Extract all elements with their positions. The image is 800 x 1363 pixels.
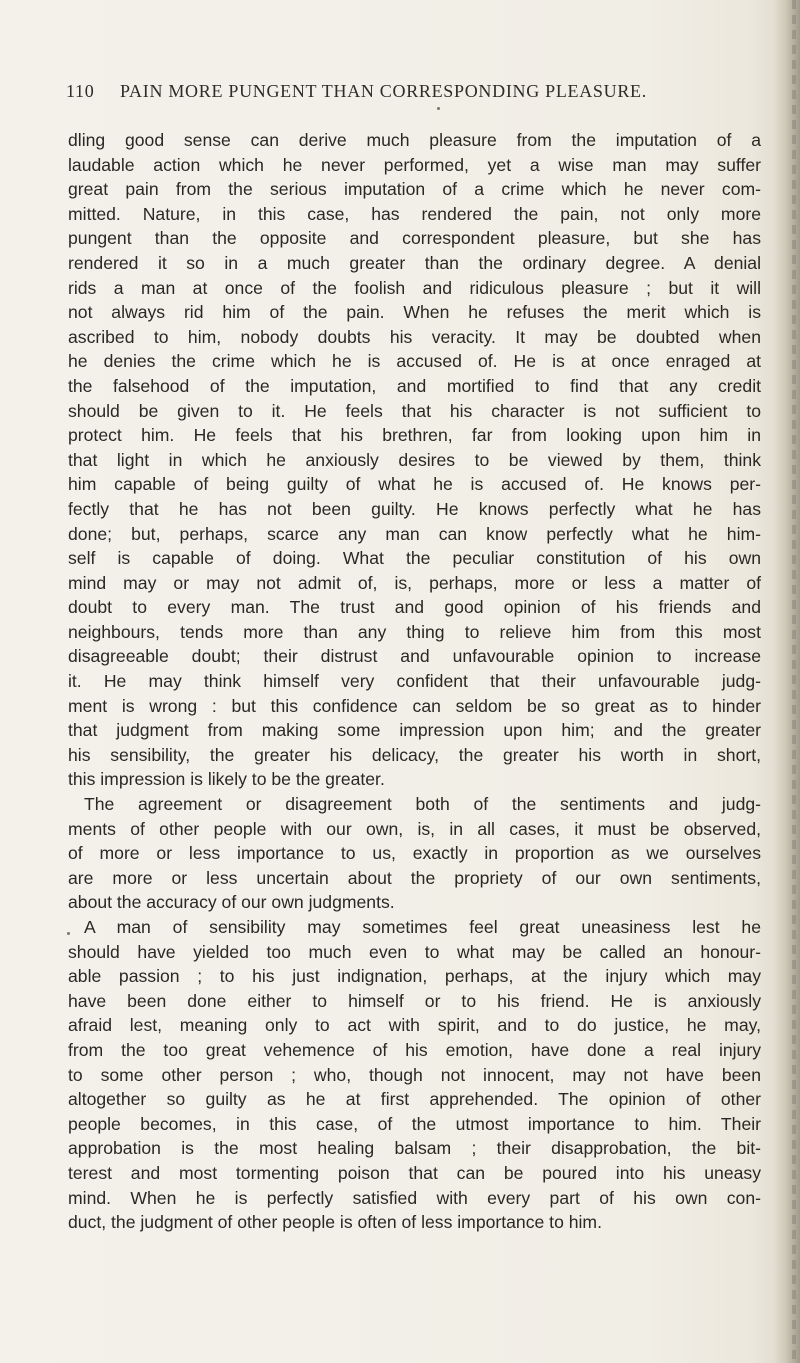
text-line: rendered it so in a much greater than the ordinary degree. A denial	[68, 252, 761, 273]
text-line: rids a man at once of the foolish and ridiculous pleasure ; but it will	[68, 277, 761, 298]
text-line: altogether so guilty as he at first apprehended. The opinion of other	[68, 1089, 761, 1110]
text-line: his sensibility, the greater his delicacy, the greater his worth in short,	[68, 744, 761, 765]
page-binding-edge	[774, 0, 800, 1363]
paragraph-first-line: The agreement or disagreement both of the sentiments and judg-	[84, 794, 761, 815]
text-line: not always rid him of the pain. When he refuses the merit which is	[68, 302, 761, 323]
text-line: to some other person ; who, though not innocent, may not have been	[68, 1064, 761, 1085]
text-line: doubt to every man. The trust and good opinion of his friends and	[68, 597, 761, 618]
text-line: ascribed to him, nobody doubts his veracity. It may be doubted when	[68, 326, 761, 347]
page-number: 110	[66, 81, 95, 101]
text-line: self is capable of doing. What the peculiar constitution of his own	[68, 548, 761, 569]
body-text	[68, 128, 761, 1235]
text-line: ment is wrong : but this confidence can seldom be so great as to hinder	[68, 695, 761, 716]
text-line: great pain from the serious imputation of a crime which he never com-	[68, 179, 761, 200]
text-line: him capable of being guilty of what he is accused of. He knows per-	[68, 474, 761, 495]
text-line: that light in which he anxiously desires to be viewed by them, think	[68, 449, 761, 470]
text-line: the falsehood of the imputation, and mortified to find that any credit	[68, 375, 761, 396]
text-line: should have yielded too much even to what may be called an honour-	[68, 941, 761, 962]
text-line: have been done either to himself or to his friend. He is anxiously	[68, 990, 761, 1011]
text-line: people becomes, in this case, of the utmost importance to him. Their	[68, 1113, 761, 1134]
text-line: that judgment from making some impression upon him; and the greater	[68, 720, 761, 741]
running-title: PAIN MORE PUNGENT THAN CORRESPONDING PLEASURE.	[120, 81, 647, 101]
text-line: he denies the crime which he is accused of. He is at once enraged at	[68, 351, 761, 372]
text-line: it. He may think himself very confident that their unfavourable judg-	[68, 671, 761, 692]
text-line: from the too great vehemence of his emotion, have done a real injury	[68, 1039, 761, 1060]
text-line: of more or less importance to us, exactly in proportion as we ourselves	[68, 843, 761, 864]
text-line: mind. When he is perfectly satisfied with every part of his own con-	[68, 1187, 761, 1208]
text-line: dling good sense can derive much pleasure from the imputation of a	[68, 130, 761, 150]
text-line: pungent than the opposite and correspondent pleasure, but she has	[68, 228, 761, 249]
paragraph-first-line: A man of sensibility may sometimes feel great uneasiness lest he	[84, 917, 761, 937]
text-line: afraid lest, meaning only to act with spirit, and to do justice, he may,	[68, 1015, 761, 1036]
text-line: ments of other people with our own, is, in all cases, it must be observed,	[68, 818, 761, 839]
text-line: terest and most tormenting poison that can be poured into his uneasy	[68, 1162, 761, 1183]
text-line: this impression is likely to be the greater.	[68, 769, 385, 790]
text-line: done; but, perhaps, scarce any man can know perfectly what he him-	[68, 523, 761, 544]
text-line: duct, the judgment of other people is often of less importance to him.	[68, 1212, 602, 1233]
text-line: should be given to it. He feels that his character is not sufficient to	[68, 400, 761, 421]
text-line: about the accuracy of our own judgments.	[68, 892, 395, 913]
text-line: approbation is the most healing balsam ; their disapprobation, the bit-	[68, 1138, 761, 1159]
text-line: disagreeable doubt; their distrust and unfavourable opinion to increase	[68, 646, 761, 667]
text-line: able passion ; to his just indignation, perhaps, at the injury which may	[68, 966, 761, 987]
text-line: fectly that he has not been guilty. He knows perfectly what he has	[68, 498, 761, 519]
text-line: laudable action which he never performed, yet a wise man may suffer	[68, 154, 761, 175]
running-head	[66, 81, 766, 105]
text-line: protect him. He feels that his brethren, far from looking upon him in	[68, 425, 761, 446]
text-line: are more or less uncertain about the propriety of our own sentiments,	[68, 867, 761, 888]
text-line: neighbours, tends more than any thing to relieve him from this most	[68, 621, 761, 642]
text-line: mitted. Nature, in this case, has rendered the pain, not only more	[68, 203, 761, 224]
print-speck	[437, 107, 440, 110]
text-line: mind may or may not admit of, is, perhaps, more or less a matter of	[68, 572, 761, 593]
